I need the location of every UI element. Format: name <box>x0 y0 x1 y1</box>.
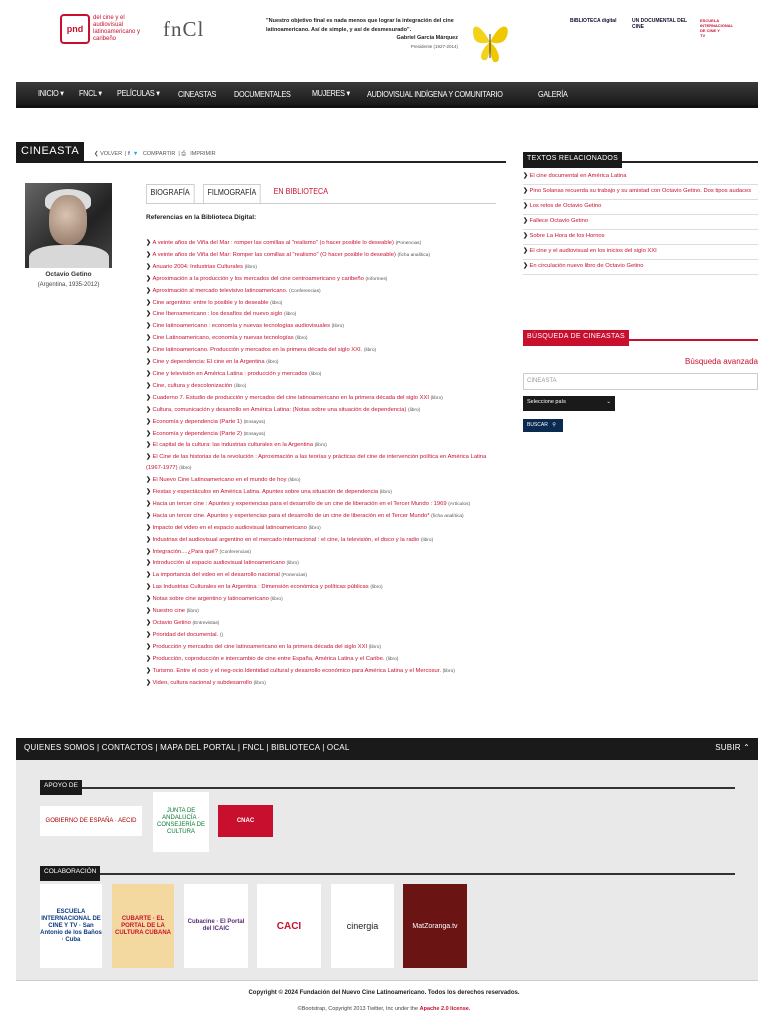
header-quote <box>266 17 458 51</box>
ref-item[interactable] <box>146 642 496 654</box>
ref-title[interactable]: Cine latinoamericano : economía y nuevas tecnologías audiovisuales <box>152 323 331 330</box>
colab-logo-cinergia[interactable]: cinergia <box>331 884 394 968</box>
ref-title[interactable]: Economía y dependencia (Parte 2) <box>152 430 243 437</box>
logo-text: del cine y el audiovisual latinoamericano y caribeño <box>93 15 141 42</box>
ref-type: (libro) <box>363 348 377 354</box>
ref-item[interactable] <box>146 618 496 630</box>
related-item[interactable]: ❯ En circulación nuevo libro de Octavio Getino <box>523 260 758 275</box>
ref-item[interactable] <box>146 511 496 523</box>
ref-type: (libro) <box>379 490 392 496</box>
ref-item[interactable] <box>146 405 496 417</box>
country-select-value: Seleccione país <box>527 399 566 405</box>
colab-logo-matzoranga[interactable]: MatZoranga.tv <box>403 884 467 968</box>
ref-title[interactable]: La importancia del video en el desarrollo nacional <box>152 572 280 579</box>
person-years: (Argentina, 1935-2012) <box>37 282 100 288</box>
quote-text: "Nuestro objetivo final es nada menos que lograr la integración del cine latinoamericano. Así de simple, y así de desmesurado". <box>266 18 454 33</box>
related-title: TEXTOS RELACIONADOS <box>523 152 622 168</box>
related-header <box>523 147 758 163</box>
ref-item[interactable] <box>146 654 496 666</box>
ref-item[interactable] <box>146 345 496 357</box>
ref-type: (libro) <box>266 360 279 366</box>
ref-title[interactable]: Introducción al espacio audiovisual latinoamericano <box>152 560 285 567</box>
ref-title[interactable]: Cine latinoamericano. Producción y mercados en la primera década del siglo XXI. <box>152 347 363 354</box>
scroll-top-button[interactable]: SUBIR ⌃ <box>715 743 750 752</box>
ref-type: (libro) <box>179 466 192 472</box>
ref-title[interactable]: Cuaderno 7. Estudio de producción y mercados del cine latinoamericano en la primera década del siglo XXI <box>152 394 429 401</box>
partner-biblioteca[interactable]: BIBLIOTECA digital <box>570 18 617 24</box>
ref-type: (libro) <box>234 383 247 389</box>
ref-title[interactable]: El Cine de las historias de la revolución : Aproximación a las teorías y prácticas del cine de intervención política en América Latina (1967-1977) <box>146 454 487 472</box>
nav-audiovisual[interactable]: AUDIOVISUAL INDÍGENA Y COMUNITARIO <box>367 88 503 99</box>
ref-type: (libro) <box>368 644 381 650</box>
profile-tabs <box>146 184 496 204</box>
quote-role: Presidente (1927-2014) <box>410 43 458 49</box>
ref-type: (Ensayos) <box>243 431 266 437</box>
print-link[interactable]: IMPRIMIR <box>190 151 216 157</box>
butterfly-icon <box>470 16 510 70</box>
site-header <box>0 0 768 80</box>
ref-title[interactable]: A veinte años de Viña del Mar: Romper las comillas al "realismo" (O hacer posible lo deseable) <box>152 251 396 258</box>
ref-type: () <box>219 632 224 638</box>
logo-fncl: fnCl <box>163 16 205 41</box>
search-title: BÚSQUEDA DE CINEASTAS <box>523 330 629 346</box>
ref-title[interactable]: Fiestas y espectáculos en América Latina. Apuntes sobre una situación de dependencia <box>152 489 379 496</box>
ref-type: (libro) <box>309 371 322 377</box>
ref-title[interactable]: Cultura, comunicación y desarrollo en América Latina: (Notas sobre una situación de dependencia) <box>152 406 407 413</box>
person-name: Octavio Getino <box>45 271 92 278</box>
related-list <box>523 170 758 275</box>
ref-type: (Ponencias) <box>395 241 422 246</box>
ref-item[interactable] <box>146 321 496 333</box>
ref-title[interactable]: Integración....¿Para qué? <box>152 548 218 555</box>
logo-badge: pnd <box>60 14 90 44</box>
colab-logo-cubacine[interactable]: Cubacine · El Portal del ICAIC <box>184 884 248 968</box>
ref-title[interactable]: Cine, cultura y descolonización <box>152 382 233 389</box>
share-link[interactable]: COMPARTIR <box>142 151 176 157</box>
ref-type: (libro) <box>430 395 443 401</box>
ref-item[interactable] <box>146 570 496 582</box>
related-item[interactable]: ❯ Pino Solanas recuerda su trabajo y su amistad con Octavio Getino. Dos tipos audaces <box>523 185 758 200</box>
twitter-icon[interactable]: ▼ <box>132 151 139 157</box>
ref-item[interactable] <box>146 238 496 250</box>
ref-type: (libro) <box>314 443 327 449</box>
colab-logo-caci[interactable]: CACI <box>257 884 321 968</box>
bootstrap-text: ©Bootstrap, Copyright 2013 Twitter, Inc under the <box>297 1006 420 1012</box>
ref-title[interactable]: Producción y mercados del cine latinoamericano en la primera década del siglo XXI <box>152 643 368 650</box>
tab-biografia[interactable]: BIOGRAFÍA <box>146 184 194 203</box>
ref-title[interactable]: Las Industrias Culturales en la Argentina : Dimensión económica y políticas públicas <box>152 584 369 591</box>
ref-type: (Artículos) <box>448 501 471 507</box>
ref-title[interactable]: Hacia un tercer cine : Apuntes y experiencias para el desarrollo de un cine de liberación en el Tercer Mundo : 1969 <box>152 500 447 507</box>
ref-title[interactable]: Hacia un tercer cine. Apuntes y experiencias para el desarrollo de un cine de liberación en el Tercer Mundo* <box>152 512 430 519</box>
ref-item[interactable] <box>146 678 496 690</box>
ref-item[interactable] <box>146 274 496 286</box>
footer-divider <box>16 980 758 981</box>
page-actions: ❮ VOLVER | f ▼ COMPARTIR | ⎙ IMPRIMIR <box>94 151 216 157</box>
colab-logo-cubarte[interactable]: CUBARTE · EL PORTAL DE LA CULTURA CUBANA <box>112 884 174 968</box>
ref-item[interactable] <box>146 417 496 429</box>
related-item[interactable]: ❯ El cine documental en América Latina <box>523 170 758 185</box>
ref-item[interactable] <box>146 535 496 547</box>
ref-type: (Ponencias) <box>281 573 307 579</box>
ref-title[interactable]: Aproximación al mercado televisivo latinoamericano. <box>152 287 288 294</box>
ref-title[interactable]: Cine Iberoamericano : los desafíos del nuevo siglo <box>152 311 283 318</box>
ref-title[interactable]: Cine Latinoamericano, economía y nuevas tecnologías <box>152 335 294 342</box>
partner-documental[interactable]: UN DOCUMENTAL DEL CINE <box>632 18 687 30</box>
person-photo <box>25 183 112 268</box>
ref-item[interactable] <box>146 393 496 405</box>
ref-item[interactable] <box>146 333 496 345</box>
footer-nav <box>16 738 758 760</box>
refs-heading: Referencias en la Biblioteca Digital: <box>146 214 257 221</box>
ref-type: (libro) <box>386 656 399 662</box>
copyright: Copyright © 2024 Fundación del Nuevo Cine Latinoamericano. Todos los derechos reservados. <box>248 990 520 996</box>
ref-type: (ficha analítica) <box>431 513 464 519</box>
ref-item[interactable] <box>146 309 496 321</box>
nav-galeria[interactable]: GALERÍA <box>537 88 568 99</box>
cineasta-search-input[interactable]: CINEASTA <box>523 373 758 390</box>
back-link[interactable]: ❮ VOLVER <box>94 151 123 157</box>
ref-title[interactable]: Producción, coproducción e intercambio de cine entre España, América Latina y el Caribe. <box>152 655 385 662</box>
main-nav <box>16 82 758 108</box>
ref-item[interactable] <box>146 630 496 642</box>
ref-item[interactable] <box>146 666 496 678</box>
ref-title[interactable]: Notas sobre cine argentino y latinoamericano <box>152 596 269 603</box>
ref-item[interactable] <box>146 452 496 475</box>
nav-fncl[interactable]: FNCL ▾ <box>79 88 102 98</box>
ref-item[interactable] <box>146 262 496 274</box>
tab-filmografia[interactable]: FILMOGRAFÍA <box>203 184 261 203</box>
colab-header <box>40 860 735 875</box>
ref-title[interactable]: El Nuevo Cine Latinoamericano en el mundo de hoy <box>152 477 287 484</box>
ref-type: (libro) <box>288 478 301 484</box>
page-title-bar <box>16 142 506 163</box>
ref-item[interactable] <box>146 582 496 594</box>
tab-biblioteca[interactable]: EN BIBLIOTECA <box>273 187 328 196</box>
search-button[interactable] <box>523 419 563 432</box>
search-button-label: BUSCAR <box>527 422 548 428</box>
related-item[interactable]: ❯ Fallece Octavio Getino <box>523 215 758 230</box>
nav-documentales[interactable]: DOCUMENTALES <box>233 88 291 99</box>
ref-title[interactable]: A veinte años de Viña del Mar : romper las comillas al "realismo" (o hacer posible lo deseable) <box>152 240 394 246</box>
ref-item[interactable] <box>146 381 496 393</box>
ref-type: (Ensayos) <box>243 419 266 425</box>
ref-item[interactable] <box>146 286 496 298</box>
advanced-search-link[interactable]: Búsqueda avanzada <box>685 357 758 366</box>
apoyo-logo-junta[interactable]: JUNTA DE ANDALUCÍA · CONSEJERÍA DE CULTURA <box>153 792 209 852</box>
ref-type: (libro) <box>420 537 434 543</box>
ref-item[interactable] <box>146 429 496 441</box>
ref-item[interactable] <box>146 440 496 452</box>
ref-title[interactable]: Cine y dependencia: El cine en la Argentina <box>152 359 265 366</box>
search-icon: ⚲ <box>552 422 556 428</box>
ref-title[interactable]: Turismo. Entre el ocio y el neg-ocio.Identidad cultural y desarrollo económico para América Latina y el Mercosur. <box>152 667 441 674</box>
ref-type: (libro) <box>331 324 344 330</box>
colab-logo-eictv[interactable]: ESCUELA INTERNACIONAL DE CINE Y TV · San Antonio de los Baños · Cuba <box>40 884 102 968</box>
ref-title[interactable]: Octavio Getino <box>152 620 191 626</box>
nav-inicio[interactable]: INICIO ▾ <box>38 88 64 98</box>
chevron-down-icon: ⌄ <box>606 399 611 405</box>
ref-title[interactable]: Aproximación a la producción y los mercados del cine centroamericano y caribeño <box>152 275 364 282</box>
site-logo[interactable] <box>60 14 204 44</box>
ref-item[interactable] <box>146 298 496 310</box>
colab-title: COLABORACIÓN <box>40 866 100 881</box>
related-item[interactable]: ❯ El cine y el audiovisual en los inicios del siglo XXI <box>523 245 758 260</box>
ref-type: (Informes) <box>365 276 388 282</box>
ref-type: (libro) <box>270 597 283 603</box>
ref-type: (libro) <box>370 585 383 591</box>
ref-item[interactable] <box>146 487 496 499</box>
nav-peliculas[interactable]: PELÍCULAS ▾ <box>116 88 160 98</box>
ref-title[interactable]: Nuestro cine <box>152 608 186 615</box>
ref-title[interactable]: Cine argentino: entre lo posible y lo deseable <box>152 299 269 306</box>
ref-title[interactable]: Impacto del video en el espacio audiovisual latinoamericano <box>152 524 307 531</box>
related-item[interactable]: ❯ Los retos de Octavio Getino <box>523 200 758 215</box>
ref-type: (libro) <box>408 407 421 413</box>
print-icon[interactable]: ⎙ <box>181 151 186 157</box>
page-title: CINEASTA <box>16 142 84 163</box>
nav-cineastas[interactable]: CINEASTAS <box>178 88 217 99</box>
country-select[interactable] <box>523 396 615 411</box>
ref-type: (libro) <box>442 668 455 674</box>
ref-item[interactable] <box>146 594 496 606</box>
ref-item[interactable] <box>146 523 496 535</box>
ref-item[interactable] <box>146 558 496 570</box>
ref-item[interactable] <box>146 547 496 559</box>
share-icon[interactable]: f <box>128 151 130 157</box>
partner-eictv[interactable]: ESCUELA INTERNACIONAL DE CINE Y TV <box>700 18 734 38</box>
related-item[interactable]: ❯ Sobre La Hora de los Hornos <box>523 230 758 245</box>
apoyo-logo-cnac[interactable]: CNAC <box>218 805 273 837</box>
search-header <box>523 325 758 341</box>
apoyo-header <box>40 774 735 789</box>
ref-title[interactable]: Prioridad del documental. <box>152 631 219 638</box>
ref-item[interactable] <box>146 369 496 381</box>
nav-mujeres[interactable]: MUJERES ▾ <box>311 88 350 98</box>
ref-type: (libro) <box>308 525 321 531</box>
license-link[interactable]: Apache 2.0 license. <box>419 1006 471 1012</box>
ref-type: (libro) <box>253 680 266 686</box>
ref-type: (libro) <box>286 561 299 567</box>
ref-type: (libro) <box>244 264 257 270</box>
ref-type: (Conferencias) <box>219 549 251 555</box>
ref-type: (libro) <box>283 312 297 318</box>
bootstrap-credit <box>0 1006 768 1012</box>
ref-item[interactable] <box>146 606 496 618</box>
ref-item[interactable] <box>146 475 496 487</box>
quote-author: Gabriel García Márquez <box>396 35 458 41</box>
apoyo-title: APOYO DE <box>40 780 82 795</box>
apoyo-logo-gobierno[interactable]: GOBIERNO DE ESPAÑA · AECID <box>40 806 142 836</box>
ref-title[interactable]: Video, cultura nacional y subdesarrollo <box>152 679 252 686</box>
footer-links[interactable]: QUIENES SOMOS | CONTACTOS | MAPA DEL PORTAL | FNCL | BIBLIOTECA | OCAL <box>24 743 350 752</box>
ref-type: (Entrevistas) <box>192 621 220 626</box>
ref-title[interactable]: El capital de la cultura: las industrias culturales en la Argentina <box>152 442 313 449</box>
ref-title[interactable]: Economía y dependencia (Parte 1) <box>152 418 243 425</box>
ref-type: (libro) <box>295 336 308 342</box>
ref-type: (ficha analítica) <box>397 252 431 258</box>
ref-title[interactable]: Cine y televisión en América Latina : producción y mercados <box>152 370 308 377</box>
ref-type: (libro) <box>270 300 283 306</box>
ref-title[interactable]: Industrias del audiovisual argentino en el mercado internacional : el cine, la televisión, el disco y la radio <box>152 536 420 543</box>
ref-type: (libro) <box>186 609 199 615</box>
ref-item[interactable] <box>146 499 496 511</box>
ref-item[interactable] <box>146 250 496 262</box>
refs-list <box>146 238 496 689</box>
ref-item[interactable] <box>146 357 496 369</box>
ref-title[interactable]: Anuario 2004: Industrias Culturales <box>152 263 244 270</box>
ref-type: (Conferencias) <box>289 288 321 294</box>
